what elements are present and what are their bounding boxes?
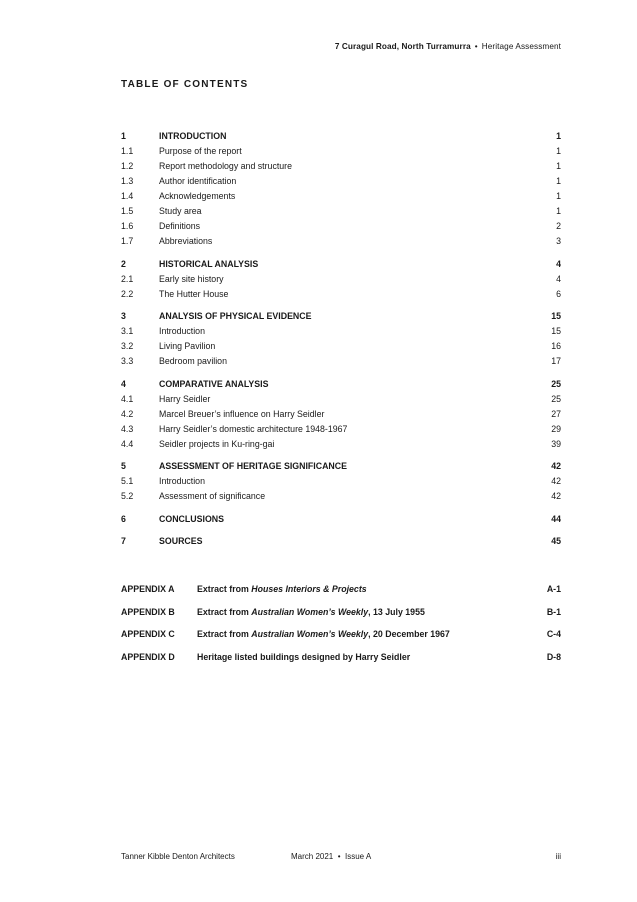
toc-subsection-page: 25 <box>551 393 561 404</box>
toc-subsection-title: Author identification <box>159 176 237 186</box>
toc-subsection-page: 16 <box>551 341 561 351</box>
toc-subsection-number: 1.7 <box>121 236 134 246</box>
toc-subsection-page: 4 <box>556 273 561 284</box>
toc-subsection-row[interactable] <box>121 234 561 249</box>
footer-bullet: • <box>337 852 341 861</box>
appendix-title <box>197 646 410 669</box>
appendix-page: D-8 <box>546 651 561 662</box>
toc-subsection-number: 4.2 <box>121 408 134 419</box>
toc-subsection-title: Definitions <box>159 221 201 231</box>
toc-subsection-page: 1 <box>556 176 561 186</box>
toc-subsection-row[interactable] <box>121 489 561 504</box>
toc-subsection-number: 2.1 <box>121 273 134 284</box>
toc-subsection-row[interactable] <box>121 437 561 452</box>
toc-subsection-title: Harry Seidler’s domestic architecture 1948-1967 <box>159 423 348 434</box>
toc-subsection-page: 42 <box>551 491 561 501</box>
toc-subsection-number: 4.4 <box>121 438 134 449</box>
toc-subsection-page: 1 <box>556 206 561 216</box>
toc-section-page: 42 <box>551 461 561 471</box>
toc-subsection-row[interactable] <box>121 407 561 422</box>
appendix-title-prefix: Extract from <box>197 629 252 639</box>
appendix-title-italic: Houses Interiors & Projects <box>251 584 367 594</box>
appendix-title-italic: Australian Women’s Weekly <box>251 606 369 617</box>
toc-subsection-row[interactable] <box>121 219 561 234</box>
toc-subsection-row[interactable] <box>121 287 561 302</box>
toc-section-page: 44 <box>551 513 561 524</box>
toc-list <box>121 129 561 549</box>
toc-subsection-number: 2.2 <box>121 288 134 299</box>
toc-subsection-page: 17 <box>551 356 561 366</box>
toc-section-page: 4 <box>556 258 561 269</box>
toc-section-number: 4 <box>121 378 126 389</box>
toc-subsection-title: The Hutter House <box>159 288 229 299</box>
running-header <box>335 42 561 51</box>
toc-subsection-title: Acknowledgements <box>159 191 236 201</box>
toc-section-title: COMPARATIVE ANALYSIS <box>159 378 269 389</box>
toc-section-number: 3 <box>121 311 126 321</box>
toc-section-title: ANALYSIS OF PHYSICAL EVIDENCE <box>159 311 312 321</box>
toc-section-number: 7 <box>121 536 126 546</box>
toc-section-row[interactable] <box>121 459 561 474</box>
toc-subsection-number: 5.2 <box>121 491 134 501</box>
toc-subsection-title: Study area <box>159 206 202 216</box>
toc-subsection-row[interactable] <box>121 174 561 189</box>
toc-subsection-row[interactable] <box>121 392 561 407</box>
toc-subsection-page: 1 <box>556 146 561 156</box>
toc-subsection-page: 2 <box>556 221 561 231</box>
toc-subsection-title: Purpose of the report <box>159 146 242 156</box>
toc-subsection-page: 3 <box>556 236 561 246</box>
appendix-row[interactable] <box>121 578 561 601</box>
toc-subsection-number: 1.6 <box>121 221 134 231</box>
appendix-page: C-4 <box>546 629 561 639</box>
toc-subsection-row[interactable] <box>121 354 561 369</box>
toc-section-title: ASSESSMENT OF HERITAGE SIGNIFICANCE <box>159 461 348 471</box>
toc-subsection-row[interactable] <box>121 422 561 437</box>
toc-subsection-title: Harry Seidler <box>159 393 211 404</box>
toc-subsection-row[interactable] <box>121 144 561 159</box>
appendix-title <box>197 601 425 624</box>
toc-subsection-title: Report methodology and structure <box>159 161 293 171</box>
appendix-list <box>121 578 561 668</box>
header-address: 7 Curagul Road, North Turramurra <box>334 42 471 51</box>
toc-subsection-page: 39 <box>551 438 561 449</box>
toc-section-number: 5 <box>121 461 126 471</box>
toc-section-title: CONCLUSIONS <box>159 513 225 524</box>
toc-subsection-number: 3.1 <box>121 326 134 336</box>
page-title: TABLE OF CONTENTS <box>121 79 249 90</box>
toc-subsection-number: 1.1 <box>121 146 134 156</box>
toc-section-title: SOURCES <box>159 536 203 546</box>
toc-section-row[interactable] <box>121 129 561 144</box>
toc-section-page: 25 <box>551 378 561 389</box>
toc-subsection-page: 1 <box>556 191 561 201</box>
toc-section-row[interactable] <box>121 377 561 392</box>
toc-subsection-title: Assessment of significance <box>159 491 266 501</box>
appendix-row[interactable] <box>121 623 561 646</box>
toc-subsection-page: 15 <box>551 326 561 336</box>
toc-subsection-number: 3.2 <box>121 341 134 351</box>
appendix-page: A-1 <box>546 584 561 594</box>
appendix-label: APPENDIX B <box>121 606 175 617</box>
toc-section-page: 45 <box>551 536 561 546</box>
toc-section-page: 1 <box>556 131 561 141</box>
toc-subsection-row[interactable] <box>121 204 561 219</box>
appendix-title <box>197 578 367 601</box>
appendix-title-prefix: Extract from <box>197 606 252 617</box>
toc-section-page: 15 <box>551 311 561 321</box>
toc-subsection-number: 4.1 <box>121 393 134 404</box>
toc-section-title: INTRODUCTION <box>159 131 227 141</box>
toc-subsection-number: 5.1 <box>121 476 134 486</box>
toc-section-row[interactable] <box>121 512 561 527</box>
footer-issue: Issue A <box>344 852 372 861</box>
toc-section-number: 6 <box>121 513 126 524</box>
toc-subsection-title: Early site history <box>159 273 224 284</box>
toc-section-row[interactable] <box>121 257 561 272</box>
header-doc-type: Heritage Assessment <box>481 42 561 51</box>
footer-date-issue <box>291 852 371 861</box>
footer-date: March 2021 <box>291 852 334 861</box>
appendix-row[interactable] <box>121 646 561 669</box>
toc-subsection-title: Marcel Breuer’s influence on Harry Seidler <box>159 408 325 419</box>
appendix-page: B-1 <box>546 606 561 617</box>
appendix-title-suffix: , 13 July 1955 <box>368 606 425 617</box>
toc-subsection-number: 1.5 <box>121 206 134 216</box>
toc-subsection-row[interactable] <box>121 159 561 174</box>
toc-section-number: 2 <box>121 258 126 269</box>
toc-subsection-page: 27 <box>551 408 561 419</box>
toc-subsection-title: Bedroom pavilion <box>159 356 227 366</box>
toc-section-title: HISTORICAL ANALYSIS <box>159 258 259 269</box>
toc-subsection-number: 1.3 <box>121 176 134 186</box>
toc-subsection-number: 3.3 <box>121 356 134 366</box>
toc-subsection-number: 1.2 <box>121 161 134 171</box>
appendix-title-italic: Australian Women’s Weekly <box>251 629 369 639</box>
toc-subsection-page: 6 <box>556 288 561 299</box>
toc-section-row[interactable] <box>121 309 561 324</box>
toc-subsection-title: Abbreviations <box>159 236 213 246</box>
appendix-title <box>197 623 450 646</box>
appendix-label: APPENDIX D <box>121 651 175 662</box>
toc-subsection-row[interactable] <box>121 324 561 339</box>
toc-subsection-page: 1 <box>556 161 561 171</box>
toc-subsection-number: 1.4 <box>121 191 134 201</box>
toc-subsection-title: Seidler projects in Ku-ring-gai <box>159 438 275 449</box>
toc-subsection-row[interactable] <box>121 474 561 489</box>
appendix-title-prefix: Heritage listed buildings designed by Harry Seidler <box>197 651 411 662</box>
toc-section-row[interactable] <box>121 534 561 549</box>
appendix-row[interactable] <box>121 601 561 624</box>
toc-subsection-number: 4.3 <box>121 423 134 434</box>
toc-subsection-title: Introduction <box>159 326 205 336</box>
appendix-title-prefix: Extract from <box>197 584 252 594</box>
header-bullet: • <box>474 42 478 51</box>
toc-subsection-title: Living Pavilion <box>159 341 216 351</box>
footer-org: Tanner Kibble Denton Architects <box>121 852 235 861</box>
toc-subsection-row[interactable] <box>121 189 561 204</box>
toc-subsection-page: 42 <box>551 476 561 486</box>
toc-section-number: 1 <box>121 131 126 141</box>
appendix-title-suffix: , 20 December 1967 <box>368 629 450 639</box>
appendix-label: APPENDIX C <box>121 629 175 639</box>
toc-subsection-row[interactable] <box>121 272 561 287</box>
toc-subsection-title: Introduction <box>159 476 205 486</box>
toc-subsection-page: 29 <box>551 423 561 434</box>
footer-page-number: iii <box>555 852 561 861</box>
toc-subsection-row[interactable] <box>121 339 561 354</box>
appendix-label: APPENDIX A <box>121 584 175 594</box>
